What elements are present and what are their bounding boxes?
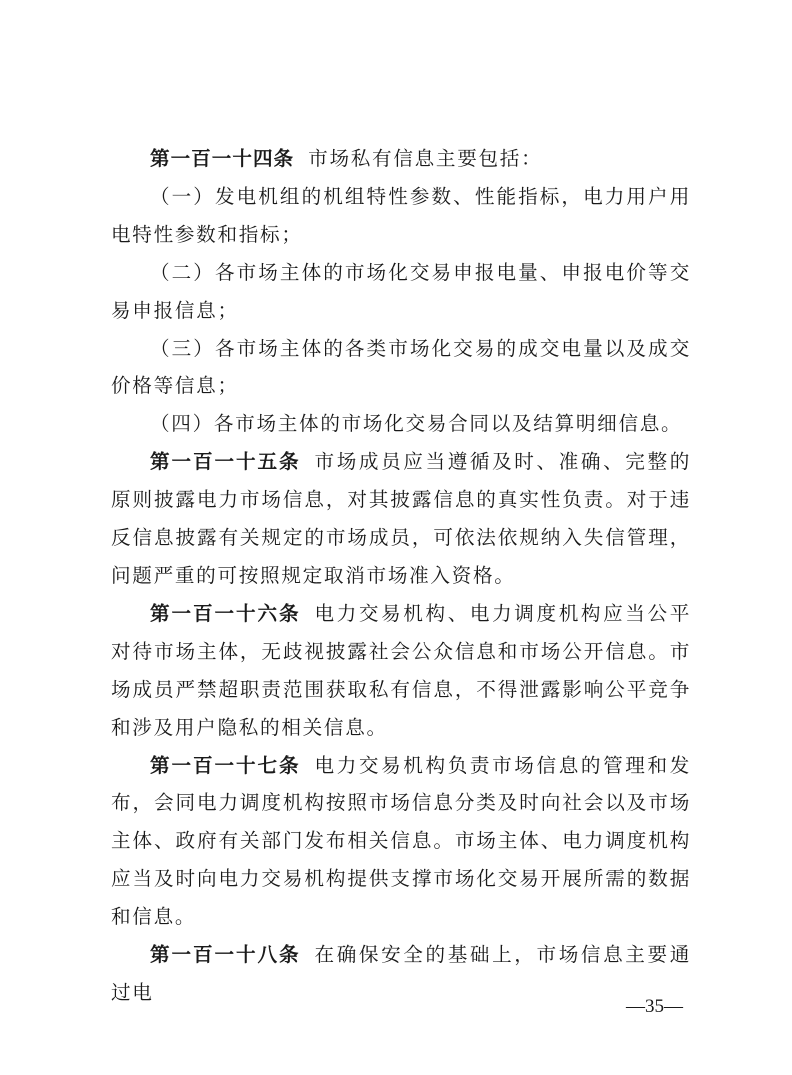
list-item-3 xyxy=(111,330,691,406)
paragraph-text: （一）发电机组的机组特性参数、性能指标，电力用户用电特性参数和指标； xyxy=(111,184,691,246)
list-item-1 xyxy=(111,178,691,254)
article-number: 第一百一十四条 xyxy=(150,147,295,170)
paragraph-article-118 xyxy=(111,936,691,1012)
paragraph-text: 市场成员应当遵循及时、准确、完整的原则披露电力市场信息，对其披露信息的真实性负责。对于违反信息披露有关规定的市场成员，可依法依规纳入失信管理，问题严重的可按照规定取消市场准入资格。 xyxy=(111,450,691,587)
list-item-2 xyxy=(111,254,691,330)
body-text xyxy=(111,140,691,1012)
paragraph-article-117 xyxy=(111,747,691,937)
paragraph-text: 电力交易机构负责市场信息的管理和发布，会同电力调度机构按照市场信息分类及时向社会以及市场主体、政府有关部门发布相关信息。市场主体、电力调度机构应当及时向电力交易机构提供支撑市场化交易开展所需的数据和信息。 xyxy=(111,753,691,929)
paragraph-text: （四）各市场主体的市场化交易合同以及结算明细信息。 xyxy=(150,412,683,436)
article-number: 第一百一十六条 xyxy=(150,601,301,625)
paragraph-text: 市场私有信息主要包括： xyxy=(308,147,543,170)
paragraph-article-115 xyxy=(111,443,691,595)
paragraph-article-114 xyxy=(111,140,691,178)
page-number: —35— xyxy=(626,996,683,1017)
article-number: 第一百一十七条 xyxy=(150,753,301,777)
list-item-4 xyxy=(111,405,691,443)
article-number: 第一百一十五条 xyxy=(150,450,301,474)
paragraph-text: （三）各市场主体的各类市场化交易的成交电量以及成交价格等信息； xyxy=(111,336,691,398)
article-number: 第一百一十八条 xyxy=(150,943,301,967)
paragraph-text: （二）各市场主体的市场化交易申报电量、申报电价等交易申报信息； xyxy=(111,260,691,322)
paragraph-article-116 xyxy=(111,595,691,747)
paragraph-text: 在确保安全的基础上，市场信息主要通过电 xyxy=(111,943,691,1004)
paragraph-text: 电力交易机构、电力调度机构应当公平对待市场主体，无歧视披露社会公众信息和市场公开信息。市场成员严禁超职责范围获取私有信息，不得泄露影响公平竞争和涉及用户隐私的相关信息。 xyxy=(111,601,691,739)
